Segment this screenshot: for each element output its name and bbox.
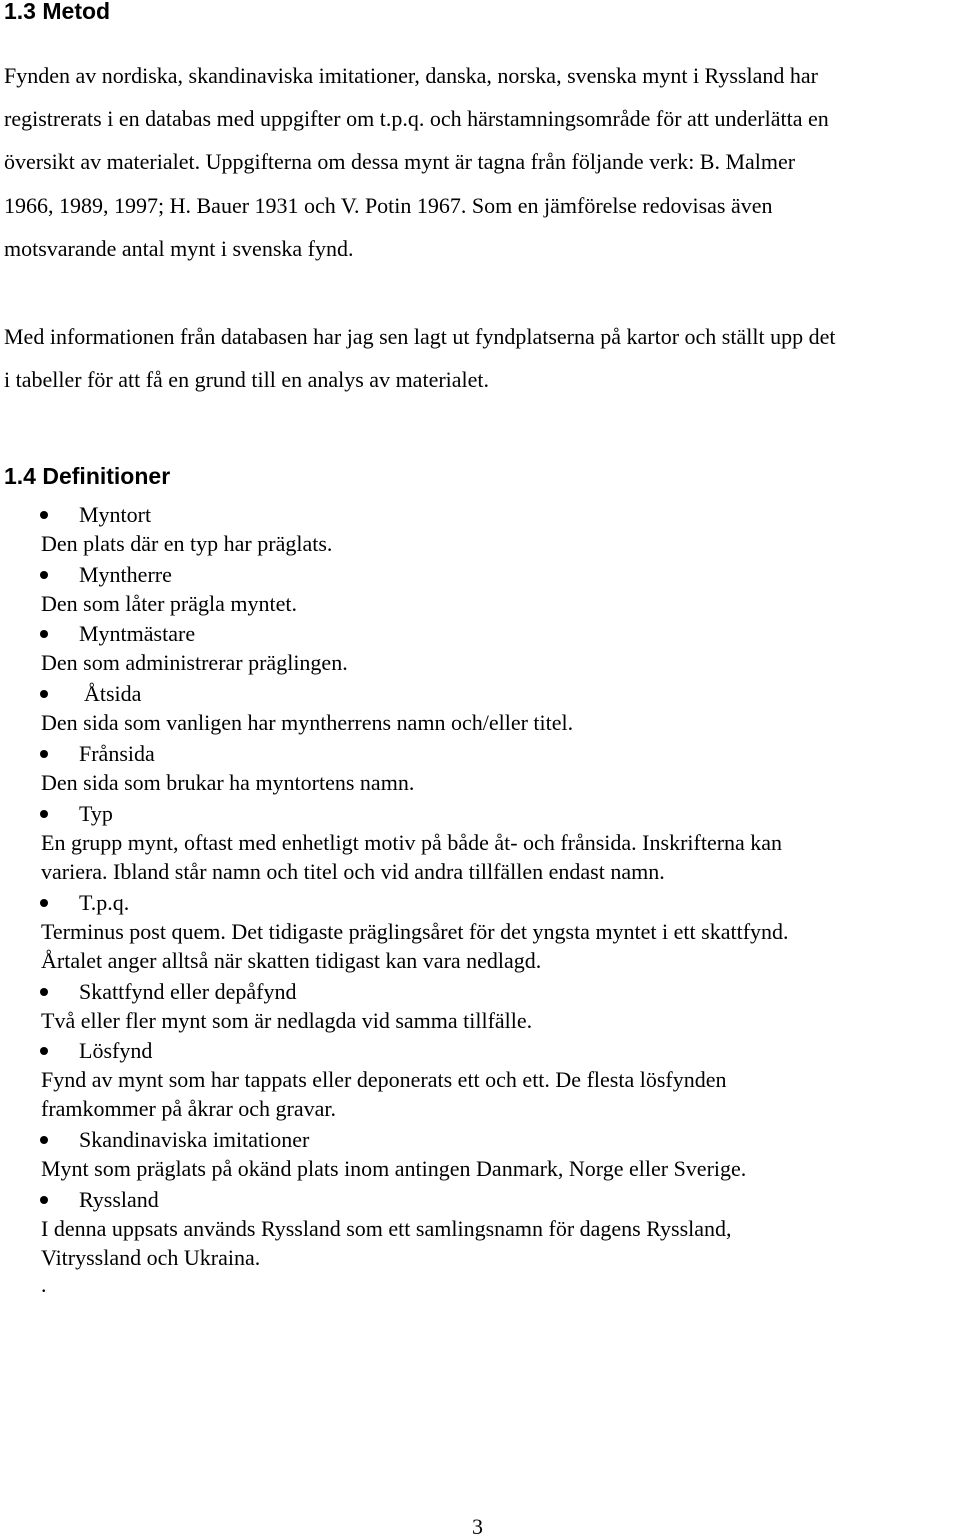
paragraph-line: i tabeller för att få en grund till en analys av materialet. — [4, 367, 490, 392]
paragraph-line: registrerats i en databas med uppgifter om t.p.q. och härstamningsområde för att underlätta en — [4, 106, 829, 131]
definition-text: En grupp mynt, oftast med enhetligt motiv på både åt- och frånsida. Inskrifterna kan — [41, 830, 783, 855]
bullet-icon — [40, 810, 48, 818]
bullet-icon — [40, 899, 48, 907]
definition-text: framkommer på åkrar och gravar. — [41, 1096, 337, 1121]
definition-text: Mynt som präglats på okänd plats inom antingen Danmark, Norge eller Sverige. — [41, 1156, 747, 1181]
paragraph-line: Med informationen från databasen har jag sen lagt ut fyndplatserna på kartor och ställt upp det — [4, 324, 836, 349]
section-heading-metod: 1.3 Metod — [4, 0, 111, 24]
definition-text: Fynd av mynt som har tappats eller deponerats ett och ett. De flesta lösfynden — [41, 1067, 727, 1092]
bullet-icon — [40, 511, 48, 519]
bullet-icon — [40, 1047, 48, 1055]
paragraph-line: 1966, 1989, 1997; H. Bauer 1931 och V. Potin 1967. Som en jämförelse redovisas även — [4, 193, 773, 218]
bullet-icon — [40, 988, 48, 996]
bullet-icon — [40, 690, 48, 698]
definition-text: Den som låter prägla myntet. — [41, 591, 297, 616]
section-heading-definitioner: 1.4 Definitioner — [4, 463, 171, 489]
definition-text: variera. Ibland står namn och titel och vid andra tillfällen endast namn. — [41, 859, 665, 884]
definition-text: Två eller fler mynt som är nedlagda vid samma tillfälle. — [41, 1008, 533, 1033]
definition-text: Den plats där en typ har präglats. — [41, 531, 333, 556]
bullet-icon — [40, 750, 48, 758]
bullet-icon — [40, 1136, 48, 1144]
trailing-mark: . — [41, 1272, 47, 1297]
page-number: 3 — [472, 1514, 483, 1539]
definition-text: Årtalet anger alltså när skatten tidigast kan vara nedlagd. — [41, 948, 542, 973]
definition-text: I denna uppsats används Ryssland som ett samlingsnamn för dagens Ryssland, — [41, 1216, 732, 1241]
paragraph-line: motsvarande antal mynt i svenska fynd. — [4, 236, 354, 261]
definition-text: Den sida som brukar ha myntortens namn. — [41, 770, 415, 795]
definition-text: Terminus post quem. Det tidigaste präglingsåret för det yngsta myntet i ett skattfynd. — [41, 919, 789, 944]
definition-text: Den som administrerar präglingen. — [41, 650, 348, 675]
paragraph-line: översikt av materialet. Uppgifterna om dessa mynt är tagna från följande verk: B. Malmer — [4, 149, 796, 174]
paragraph-line: Fynden av nordiska, skandinaviska imitationer, danska, norska, svenska mynt i Ryssland har — [4, 63, 818, 88]
definition-text: Vitryssland och Ukraina. — [41, 1245, 261, 1270]
definition-text: Den sida som vanligen har myntherrens namn och/eller titel. — [41, 710, 574, 735]
bullet-icon — [40, 630, 48, 638]
bullet-icon — [40, 571, 48, 579]
bullet-icon — [40, 1196, 48, 1204]
